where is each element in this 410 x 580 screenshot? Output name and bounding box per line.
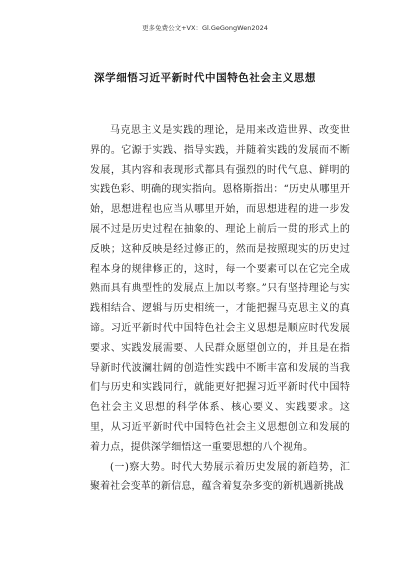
document-title: 深学细悟习近平新时代中国特色社会主义思想 — [94, 72, 316, 84]
document-body — [90, 121, 350, 497]
header-note: 更多免费公文+VX：Gl.GeGongWen2024 — [142, 24, 268, 32]
paragraph-section-1: (一)察大势。时代大势展示着历史发展的新趋势，汇聚着社会变革的新信息，蕴含着复杂多变的新机遇新挑战 — [90, 461, 350, 493]
paragraph-intro: 马克思主义是实践的理论，是用来改造世界、改变世界的。它源于实践、指导实践，并随着实践的发展而不断发展，其内容和表现形式都具有强烈的时代气息、鲜明的实践色彩、明确的现实指向。恩格斯指出：“历史从哪里开始，思想进程也应当从哪里开始，而思想进程的进一步发展不过是历史过程在抽象的、理论上前后一贯的形式上的反映；这种反映是经过修正的，然而是按照现实的历史过程本身的规律修正的，这时，每一个要素可以在它完全成熟而具有典型性的发展点上加以考察。”只有坚持理论与实践相结合、逻辑与历史相统一，才能把握马克思主义的真谛。习近平新时代中国特色社会主义思想是顺应时代发展要求、实践发展需要、人民群众愿望创立的，并且是在指导新时代波澜壮阔的创造性实践中不断丰富和发展的当我们与历史和实践同行，就能更好把握习近平新时代中国特色社会主义思想的科学体系、核心要义、实践要求。这里，从习近平新时代中国特色社会主义思想创立和发展的着力点，提供深学细悟这一重要思想的八个视角。 — [90, 125, 350, 453]
